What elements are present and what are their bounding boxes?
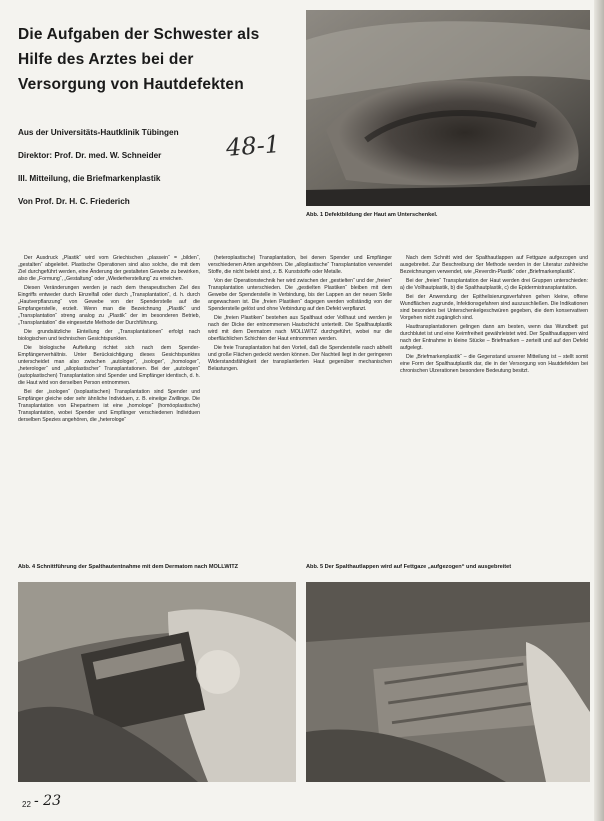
title-line: Versorgung von Hautdefekten	[18, 76, 244, 93]
paragraph: Die freie Transplantation hat den Vorteil, daß die Spenderstelle rasch abheilt und große Flächen gedeckt werden können. Der Nachteil liegt in der geringeren Widerstandsfähigkeit der transplantierten Haut gegenüber mechanischen Belastungen.	[208, 345, 392, 372]
figure-4-photo	[18, 582, 296, 782]
paragraph: Von der Operationstechnik her wird zwischen der „gestielten“ und der „freien“ Transplantation unterschieden. Die „gestielten Plastiken“ bleiben mit dem Gewebe der Spenderstelle in Verbindung, bis der Lappen an der neuen Stelle angewachsen ist. Die „freien Plastiken“ dagegen werden vollständig von der Spenderstelle gelöst und ohne Verbindung auf den Defekt verpflanzt.	[208, 278, 392, 312]
title-line: Die Aufgaben der Schwester als	[18, 26, 260, 43]
figure-1-photo	[306, 10, 590, 206]
author: Von Prof. Dr. H. C. Friederich	[18, 197, 130, 206]
body-column-3	[400, 255, 588, 555]
page-number: 22	[22, 800, 31, 809]
page-edge-shadow	[594, 0, 604, 821]
series-title: III. Mitteilung, die Briefmarkenplastik	[18, 174, 161, 183]
handwritten-note: 48-1	[225, 130, 281, 162]
paragraph: Die grundsätzliche Einteilung der „Transplantationen“ erfolgt nach biologischen und technischen Gesichtspunkten.	[18, 329, 200, 342]
paragraph: Diesen Veränderungen werden je nach dem therapeutischen Ziel des Eingriffs entweder durch Einzelfall oder durch „Transplantation“, d. h. durch „Hautverpflanzung“ von Gewebe von der Spenderstelle auf die Empfangerstelle, erzielt. Wenn man die Bezeichnung „Plastik“ und „Transplantation“ streng analog zu „Plastik“ der im besonderen Betrieb, „Transplantation“ die eingesetzte Methode der Durchführung.	[18, 285, 200, 326]
body-column-1	[18, 255, 200, 555]
figure-5-caption: Abb. 5 Der Spalthautlappen wird auf Fettgaze „aufgezogen“ und ausgebreitet	[306, 564, 512, 570]
paragraph: Die „freien Plastiken“ bestehen aus Spalthaut oder Vollhaut und werden je nach der Dicke der entnommenen Hautschicht unterteilt. Die Spalthautplastik wird mit dem Dermatom nach MOLLWITZ durchgeführt, wobei nur die oberflächlichen Schichten der Haut entnommen werden.	[208, 315, 392, 342]
figure-5-photo	[306, 582, 590, 782]
paragraph: (heteroplastische) Transplantation, bei denen Spender und Empfänger verschiedenen Arten angehören. Die „alloplastische“ Transplantation verwendet Stoffe, die nicht belebt sind, z. B. Kunststoffe oder Metalle.	[208, 255, 392, 275]
paragraph: Die biologische Aufteilung richtet sich nach dem Spender-Empfängerverhältnis. Unter Berücksichtigung dieses Gesichtspunktes unterscheidet man also zwischen „autologer“, „isologer“, „homologer“, „heterologer“ und „alloplastischer“ Transplantationen. Bei der „autologen“ (autoplastischen) Transplantation sind Spender und Empfänger identisch, d. h. die Haut wird von derselben Person entnommen.	[18, 345, 200, 386]
paragraph: Nach dem Schnitt wird der Spalthautlappen auf Fettgaze aufgezogen und ausgebreitet. Zur Beschreibung der Methode werden in der Literatur zahlreiche Bezeichnungen verwendet, wie „Reverdin-Plastik“ oder „Briefmarkenplastik“.	[400, 255, 588, 275]
paragraph: Bei der „isologen“ (isoplastischen) Transplantation sind Spender und Empfänger gleiche oder sehr ähnliche Individuen, z. B. eineiige Zwillinge. Die Transplantation von Ehepartnern ist eine „homologe“ (homöoplastische) Transplantation, wobei Spender und Empfänger verschiedenen Individuen derselben Spezies angehören, die „heterologe“	[18, 389, 200, 423]
director: Direktor: Prof. Dr. med. W. Schneider	[18, 151, 162, 160]
body-column-2	[208, 255, 392, 555]
paragraph: Der Ausdruck „Plastik“ wird vom Griechischen „plassein“ = „bilden“, „gestalten“ abgeleitet. Plastische Operationen sind also solche, die mit dem Ziel durchgeführt werden, eine Änderung der gestalteten Gewebe zu bewirken, also die „Formung“, „Gestaltung“ oder „Wiederherstellung“ zu erreichen.	[18, 255, 200, 282]
figure-1-caption: Abb. 1 Defektbildung der Haut am Unterschenkel.	[306, 212, 438, 218]
paragraph: Bei der Anwendung der Epithelisierungsverfahren gehen kleine, offene Wundflächen zugrunde, Infektionsgefahren sind auszuschließen. Die Indikationen sind besonders bei Unterschenkelgeschwüren gegeben, die dem konservativen Vorgehen nicht zugänglich sind.	[400, 294, 588, 321]
handwritten-page-number: - 23	[34, 793, 61, 809]
figure-4-caption: Abb. 4 Schnittführung der Spalthautentnahme mit dem Dermatom nach MOLLWITZ	[18, 564, 239, 570]
paragraph: Die „Briefmarkenplastik“ – die Gegenstand unserer Mitteilung ist – stellt somit eine Form der Spalthautplastik dar, die in der Versorgung von Hautdefekten bei chronischen Ulzerationen besondere Bedeutung besitzt.	[400, 354, 588, 374]
paragraph: Bei der „freien“ Transplantation der Haut werden drei Gruppen unterschieden: a) die Vollhautplastik, b) die Spalthautplastik, c) die Epidermistransplantation.	[400, 278, 588, 291]
affiliation: Aus der Universitäts-Hautklinik Tübingen	[18, 128, 179, 137]
paragraph: Hauttransplantationen gelingen dann am besten, wenn das Wundbett gut durchblutet ist und eine Keimfreiheit gewährleistet wird. Der Spalthautlappen wird nach der Entnahme in kleine Stücke – Briefmarken – zerteilt und auf den Defekt aufgelegt.	[400, 324, 588, 351]
article-title	[18, 22, 303, 97]
title-line: Hilfe des Arztes bei der	[18, 51, 194, 68]
